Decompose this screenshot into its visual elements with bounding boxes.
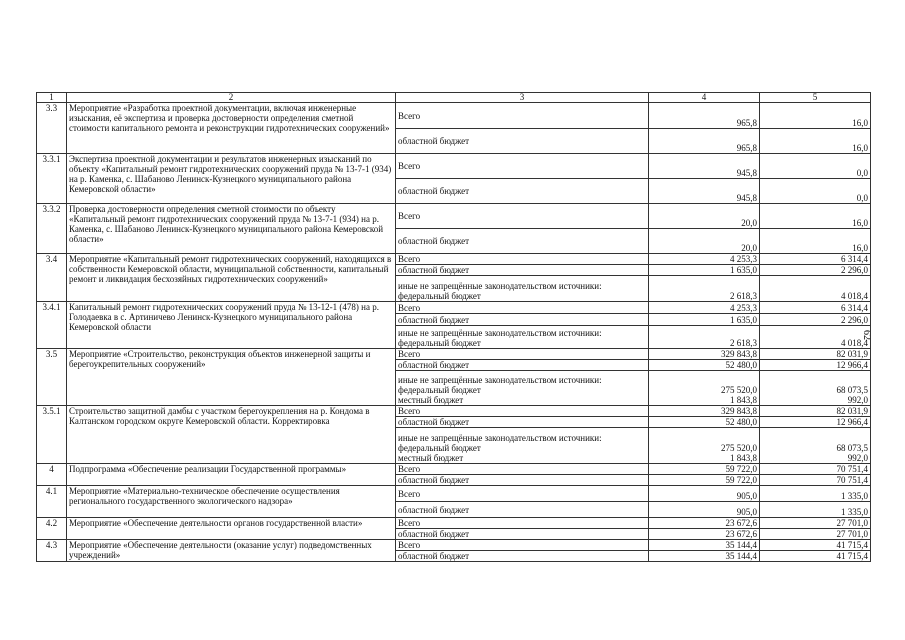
item-name: Капитальный ремонт гидротехнических сооружений пруда № 13-12-1 (478) на р. Голодаевка в с. Артиничево Ленинск-Кузнецкого муниципального района Кемеровской области [67,302,396,349]
amount-value: 41 715,4 [836,551,868,561]
value-column-4 [649,428,760,464]
table-row [37,349,871,360]
value-column-5 [760,314,871,326]
funding-source-line: местный бюджет [398,395,464,405]
table-row [37,406,871,417]
value-column-4 [649,417,760,428]
table-row [37,518,871,529]
value-column-4 [649,529,760,540]
value-column-4 [649,502,760,518]
value-column-5 [760,551,871,562]
amount-value: 23 672,6 [725,529,757,539]
funding-source-line: областной бюджет [398,186,470,196]
funding-source-line: Всего [398,464,421,474]
value-column-5 [760,326,871,349]
value-column-5 [760,254,871,265]
table-row [37,154,871,179]
value-column-4 [649,540,760,551]
amount-value: 275 520,0 [721,443,757,453]
value-column-4 [649,349,760,360]
funding-source-line: областной бюджет [398,504,470,515]
amount-value: 1 635,0 [730,265,757,275]
value-column-5 [760,417,871,428]
funding-source [396,486,649,502]
amount-value: 59 722,0 [725,464,757,474]
value-column-4 [649,475,760,486]
value-column-5 [760,406,871,417]
funding-source-line: Всего [398,303,421,313]
amount-value: 12 966,4 [836,417,868,427]
amount-value: 23 672,6 [725,518,757,528]
amount-value: 945,8 [736,168,757,178]
value-column-5 [760,464,871,475]
value-column-5 [760,276,871,302]
funding-source-line: Всего [398,211,421,221]
funding-source [396,349,649,360]
item-number: 4.2 [37,518,67,540]
page-number: 62 [861,330,872,340]
funding-source-line: федеральный бюджет [398,385,481,395]
amount-value: 16,0 [852,243,868,253]
value-column-4 [649,179,760,204]
amount-value: 992,0 [847,453,868,463]
value-column-5 [760,540,871,551]
value-column-5 [760,486,871,502]
amount-value: 35 144,4 [725,551,757,561]
amount-value: 6 314,4 [841,303,868,313]
amount-value: 905,0 [736,491,757,501]
table-row [37,103,871,129]
amount-value: 329 843,8 [721,349,757,359]
funding-source [396,428,649,464]
value-column-4 [649,551,760,562]
funding-source [396,204,649,229]
amount-value: 4 018,4 [841,338,868,348]
funding-source-line: Всего [398,518,421,528]
item-name: Строительство защитной дамбы с участком берегоукрепления на р. Кондома в Калтанском городском округе Кемеровской области. Корректировка [67,406,396,464]
value-column-4 [649,103,760,129]
amount-value: 1 843,8 [730,453,757,463]
funding-source-line: иные не запрещённые законодательством источники: [398,375,602,385]
value-column-5 [760,204,871,229]
amount-value: 52 480,0 [725,360,757,370]
amount-value: 1 635,0 [730,315,757,325]
funding-source-line: федеральный бюджет [398,338,481,348]
amount-value: 70 751,4 [836,475,868,485]
amount-value: 2 618,3 [730,338,757,348]
item-number: 3.3.2 [37,204,67,254]
column-header-2: 2 [67,93,396,103]
amount-value: 4 253,3 [730,254,757,264]
value-column-5 [760,428,871,464]
funding-source-line: областной бюджет [398,360,470,370]
amount-value: 329 843,8 [721,406,757,416]
item-name: Подпрограмма «Обеспечение реализации Государственной программы» [67,464,396,486]
item-name: Мероприятие «Капитальный ремонт гидротехнических сооружений, находящихся в собственности Кемеровской области, муниципальной собственности, капитальный ремонт и ликвидация бесхозяйных гидротехнических сооружений» [67,254,396,302]
table-row [37,302,871,314]
funding-source [396,360,649,371]
column-header-4: 4 [649,93,760,103]
funding-source-line: иные не запрещённые законодательством источники: [398,281,602,291]
funding-source-line: областной бюджет [398,417,470,427]
item-number: 4.3 [37,540,67,562]
amount-value: 27 701,0 [836,529,868,539]
funding-source [396,276,649,302]
funding-source [396,129,649,154]
value-column-4 [649,154,760,179]
value-column-5 [760,129,871,154]
funding-source [396,103,649,129]
funding-source-line: областной бюджет [398,551,470,561]
funding-source [396,302,649,314]
amount-value: 82 031,9 [836,349,868,359]
amount-value: 2 618,3 [730,291,757,301]
value-column-4 [649,276,760,302]
funding-source [396,254,649,265]
budget-table [36,92,871,562]
amount-value: 965,8 [736,118,757,128]
value-column-4 [649,371,760,406]
amount-value: 41 715,4 [836,540,868,550]
funding-source-line: федеральный бюджет [398,443,481,453]
item-number: 3.3.1 [37,154,67,204]
value-column-4 [649,326,760,349]
amount-value: 35 144,4 [725,540,757,550]
amount-value: 4 018,4 [841,291,868,301]
value-column-5 [760,518,871,529]
funding-source [396,502,649,518]
item-name: Мероприятие «Разработка проектной документации, включая инженерные изыскания, её экспертиза и проверка достоверности определения сметной стоимости капитального ремонта и реконструкции гидротехнических сооружений» [67,103,396,154]
column-header-5: 5 [760,93,871,103]
funding-source [396,551,649,562]
amount-value: 16,0 [852,118,868,128]
funding-source-line: Всего [398,254,421,264]
value-column-5 [760,302,871,314]
funding-source [396,229,649,254]
amount-value: 1 335,0 [841,491,868,501]
amount-value: 0,0 [856,193,868,203]
value-column-4 [649,302,760,314]
value-column-4 [649,464,760,475]
funding-source [396,154,649,179]
item-name: Мероприятие «Обеспечение деятельности органов государственной власти» [67,518,396,540]
value-column-5 [760,103,871,129]
funding-source [396,371,649,406]
amount-value: 27 701,0 [836,518,868,528]
amount-value: 20,0 [741,218,757,228]
amount-value: 68 073,5 [836,385,868,395]
funding-source-line: местный бюджет [398,453,464,463]
value-column-4 [649,204,760,229]
funding-source-line: областной бюджет [398,265,470,275]
item-number: 3.5 [37,349,67,406]
amount-value: 70 751,4 [836,464,868,474]
item-name: Мероприятие «Обеспечение деятельности (оказание услуг) подведомственных учреждений» [67,540,396,562]
value-column-4 [649,486,760,502]
table-row [37,486,871,502]
value-column-4 [649,265,760,276]
funding-source-line: областной бюджет [398,529,470,539]
value-column-4 [649,129,760,154]
table-row [37,204,871,229]
value-column-4 [649,360,760,371]
value-column-5 [760,360,871,371]
value-column-4 [649,406,760,417]
funding-source-line: федеральный бюджет [398,291,481,301]
amount-value: 905,0 [736,507,757,517]
column-number-row [37,93,871,103]
table-row [37,540,871,551]
item-number: 3.4.1 [37,302,67,349]
funding-source [396,314,649,326]
funding-source-line: иные не запрещённые законодательством источники: [398,433,602,443]
funding-source-line: областной бюджет [398,236,470,246]
funding-source-line: Всего [398,406,421,416]
value-column-4 [649,254,760,265]
value-column-5 [760,229,871,254]
value-column-5 [760,349,871,360]
funding-source [396,464,649,475]
value-column-5 [760,529,871,540]
amount-value: 82 031,9 [836,406,868,416]
value-column-5 [760,265,871,276]
funding-source [396,475,649,486]
amount-value: 16,0 [852,143,868,153]
item-number: 4.1 [37,486,67,518]
funding-source [396,265,649,276]
value-column-4 [649,314,760,326]
amount-value: 16,0 [852,218,868,228]
table-row [37,254,871,265]
value-column-4 [649,229,760,254]
funding-source [396,417,649,428]
amount-value: 2 296,0 [841,265,868,275]
funding-source-line: областной бюджет [398,475,470,485]
amount-value: 12 966,4 [836,360,868,370]
amount-value: 59 722,0 [725,475,757,485]
value-column-5 [760,475,871,486]
budget-table-body [37,93,871,562]
funding-source [396,540,649,551]
amount-value: 68 073,5 [836,443,868,453]
funding-source-line: Всего [398,488,421,499]
funding-source-line: Всего [398,110,421,121]
item-number: 4 [37,464,67,486]
funding-source [396,326,649,349]
funding-source [396,406,649,417]
table-row [37,464,871,475]
column-header-1: 1 [37,93,67,103]
amount-value: 275 520,0 [721,385,757,395]
item-number: 3.5.1 [37,406,67,464]
amount-value: 945,8 [736,193,757,203]
item-name: Экспертиза проектной документации и результатов инженерных изысканий по объекту «Капитальный ремонт гидротехнических сооружений пруда № 13-7-1 (934) на р. Каменка, с. Шабаново Ленинск-Кузнецкого муниципального района Кемеровской области» [67,154,396,204]
amount-value: 965,8 [736,143,757,153]
amount-value: 6 314,4 [841,254,868,264]
amount-value: 52 480,0 [725,417,757,427]
value-column-5 [760,179,871,204]
funding-source-line: областной бюджет [398,315,470,325]
funding-source [396,529,649,540]
value-column-5 [760,371,871,406]
amount-value: 2 296,0 [841,315,868,325]
amount-value: 1 843,8 [730,395,757,405]
funding-source [396,518,649,529]
value-column-5 [760,154,871,179]
funding-source [396,179,649,204]
item-number: 3.4 [37,254,67,302]
amount-value: 0,0 [856,168,868,178]
funding-source-line: Всего [398,540,421,550]
item-name: Мероприятие «Строительство, реконструкция объектов инженерной защиты и берегоукрепительных сооружений» [67,349,396,406]
amount-value: 1 335,0 [841,507,868,517]
column-header-3: 3 [396,93,649,103]
funding-source-line: иные не запрещённые законодательством источники: [398,328,602,338]
amount-value: 992,0 [847,395,868,405]
item-name: Мероприятие «Материально-техническое обеспечение осуществления регионального государственного экологического надзора» [67,486,396,518]
amount-value: 20,0 [741,243,757,253]
value-column-5 [760,502,871,518]
funding-source-line: Всего [398,349,421,359]
item-name: Проверка достоверности определения сметной стоимости по объекту «Капитальный ремонт гидротехнических сооружений пруда № 13-7-1 (934) на р. Каменка, с. Шабаново Ленинск-Кузнецкого муниципального района Кемеровской области» [67,204,396,254]
amount-value: 4 253,3 [730,303,757,313]
budget-table-sheet [36,92,870,562]
funding-source-line: областной бюджет [398,136,470,146]
funding-source-line: Всего [398,161,421,171]
item-number: 3.3 [37,103,67,154]
value-column-4 [649,518,760,529]
